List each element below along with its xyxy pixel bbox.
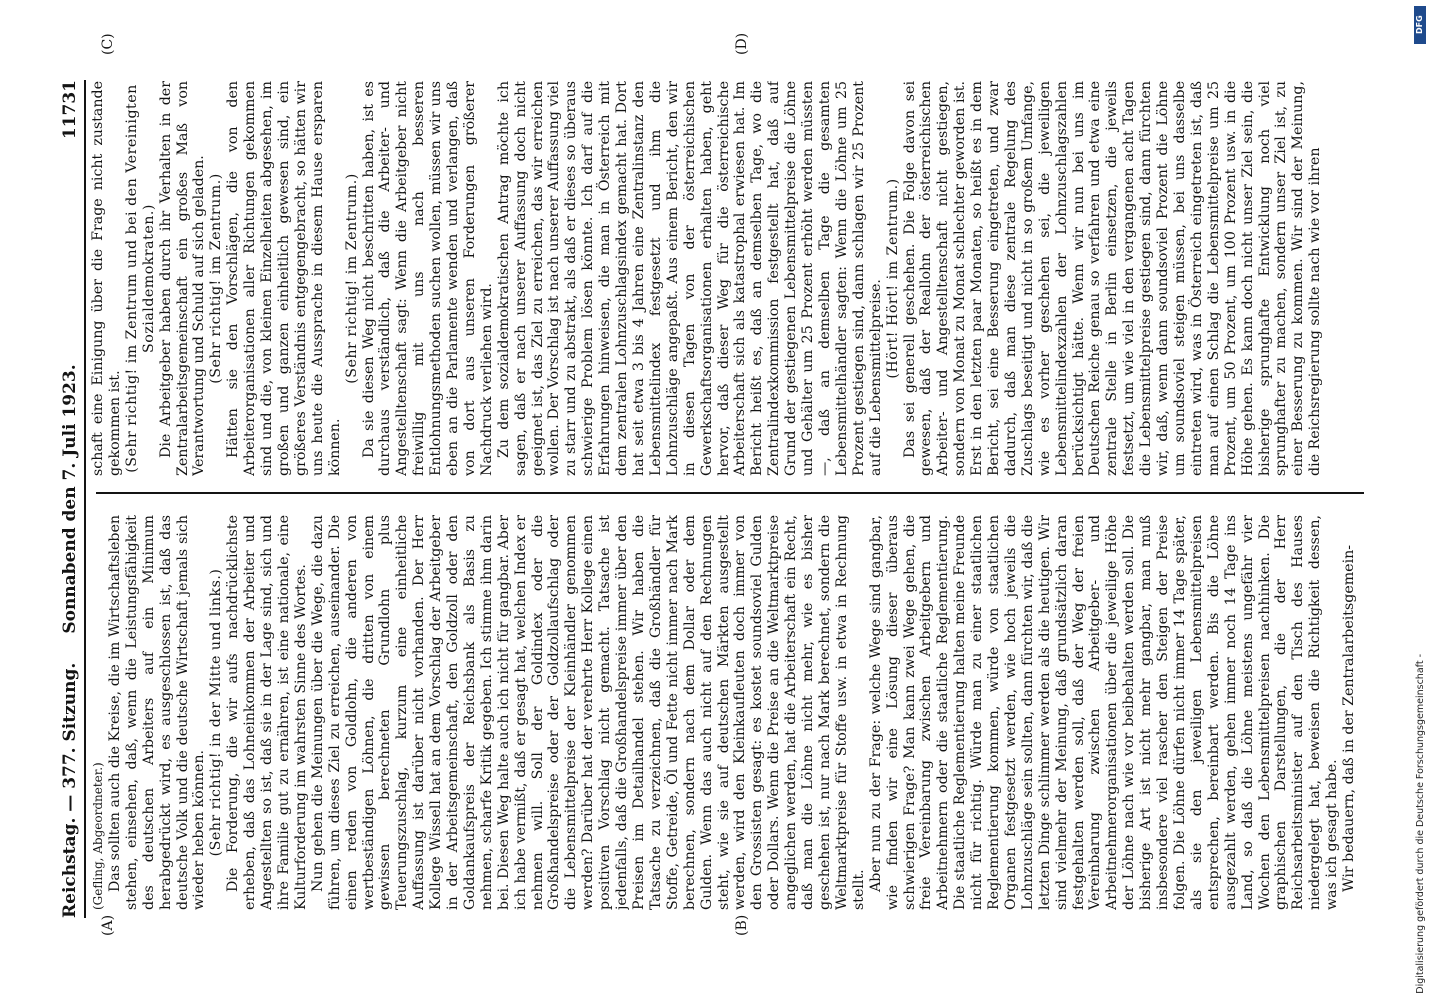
page-header	[56, 80, 86, 918]
paragraph: Das sollten auch die Kreise, die im Wirtschaftsleben stehen, einsehen, daß, wenn die Leistungsfähigkeit des deutschen Arbeiters auf ein Minimum herabgedrückt wird, es ausgeschlossen ist, daß das deutsche Volk und die deutsche Wirtschaft jemals sich wieder heben können.	[106, 515, 208, 910]
margin-letter-c: (C)	[100, 33, 116, 55]
header-session: Reichstag. — 377. Sitzung.	[60, 662, 80, 918]
speaker-attribution: (Gefling, Abgeordneter.)	[91, 762, 105, 910]
dfg-logo: DFG	[1414, 6, 1426, 44]
interjection: (Sehr richtig! im Zentrum und bei den Vereinigten Sozialdemokraten.)	[123, 84, 157, 473]
paragraph: Nun gehen die Meinungen über die Wege, die dazu führen, um dieses Ziel zu erreichen, auseinander. Die einen reden von Goldlohn, die anderen von wertbeständigen Löhnen, die dritten von einem gewissen berechneten Grundlohn plus Teuerungszuschlag, kurzum eine einheitliche Auffassung ist darüber nicht vorhanden. Der Herr Kollege Wissell hat an dem Vorschlag der Arbeitgeber in der Arbeitsgemeinschaft, den Goldzoll oder den Goldankaufspreis der Reichsbank als Basis zu nehmen, scharfe Kritik gegeben. Ich stimme ihm darin bei. Diesen Weg halte auch ich nicht für gangbar. Aber ich habe vermißt, daß er gesagt hat, welchen Index er nehmen will. Soll der Goldindex oder die Großhandelspreise oder der Goldzollaufschlag oder die Lebensmittelpreise der Kleinhändler genommen werden? Darüber hat der verehrte Herr Kollege einen positiven Vorschlag nicht gemacht. Tatsache ist jedenfalls, daß die Großhandelspreise immer über den Preisen im Detailhandel stehen. Wir haben die Tatsache zu verzeichnen, daß die Großhändler für Stoffe, Getreide, Öl und Fette nicht immer nach Mark berechnen, sondern nach dem Dollar oder dem Gulden. Wenn das auch nicht auf den Rechnungen steht, wie sie auf deutschen Märkten ausgestellt werden, wird den Kleinkaufleuten doch immer von den Grossisten gesagt: es kostet soundsoviel Gulden oder Dollars. Wenn die Preise an die Weltmarktpreise angeglichen werden, hat die Arbeiterschaft ein Recht, daß man die Löhne nicht mehr, wie es bisher geschehen ist, nur nach Mark berechnet, sondern die Weltmarktpreise für Stoffe usw. in etwa in Rechnung stellt.	[309, 515, 867, 910]
left-column	[90, 515, 1366, 910]
right-column	[90, 81, 1366, 476]
footer-text: Digitalisierung gefördert durch die Deutsche Forschungsgemeinschaft -	[1415, 654, 1426, 994]
margin-letter-d: (D)	[734, 32, 750, 55]
paragraph: Wir bedauern, daß in der Zentralarbeitsgemein-	[1341, 544, 1358, 892]
paragraph: Da sie diesen Weg nicht beschritten haben, ist es durchaus verständlich, daß die Arbeiter- und Angestelltenschaft sagt: Wenn die Arbeitgeber nicht freiwillig mit uns nach besseren Entlohnungsmethoden suchen wollen, müssen wir uns eben an die Parlamente wenden und verlangen, daß von dort aus unseren Forderungen größerer Nachdruck verliehen wird.	[360, 81, 495, 476]
paragraph: Zu dem sozialdemokratischen Antrag möchte ich sagen, daß er nach unserer Auffassung doch nicht geeignet ist, das Ziel zu erreichen, das wir erreichen wollen. Der Vorschlag ist nach unserer Auffassung viel zu starr und zu abstrakt, als daß er dieses so überaus schwierige Problem lösen könnte. Ich darf auf die Erfahrungen hinweisen, die man in Österreich mit dem zentralen Lohnzuschlagsindex gemacht hat. Dort hat seit etwa 3 bis 4 Jahren eine Zentralinstanz den Lebensmittelindex festgesetzt und ihm die Lohnzuschläge angepaßt. Aus einem Bericht, den wir in diesen Tagen von der österreichischen Gewerkschaftsorganisationen erhalten haben, geht hervor, daß dieser Weg für die österreichische Arbeiterschaft sich als katastrophal erwiesen hat. Im Bericht heißt es, daß an demselben Tage, wo die Zentralindexkommission festgestellt hat, daß auf Grund der gestiegenen Lebensmittelpreise die Löhne und Gehälter um 25 Prozent erhöht werden müssten —, daß an demselben Tage die gesamten Lebensmittelhändler sagten: Wenn die Löhne um 25 Prozent gestiegen sind, dann schlagen wir 25 Prozent auf die Lebensmittelpreise.	[495, 81, 884, 476]
interjection: (Sehr richtig! im Zentrum.)	[208, 173, 225, 384]
interjection: (Sehr richtig! im Zentrum.)	[343, 173, 360, 384]
margin-letter-a: (A)	[100, 914, 116, 936]
paragraph: Die Arbeitgeber haben durch ihr Verhalten in der Zentralarbeitsgemeinschaft ein großes Maß von Verantwortung und Schuld auf sich geladen.	[157, 81, 208, 476]
digitization-footer	[1414, 6, 1426, 994]
paragraph: Hätten sie den Vorschlägen, die von den Arbeiterorganisationen aller Richtungen gekommen sind und die, von kleinen Einzelheiten abgesehen, im großen und ganzen einheitlich gewesen sind, ein größeres Verständnis entgegengebracht, so hätten wir uns heute die Aussprache in diesem Hause ersparen können.	[225, 81, 343, 476]
column-divider	[96, 493, 1364, 495]
margin-letter-b: (B)	[734, 914, 750, 936]
interjection: (Hört! Hört! im Zentrum.)	[884, 178, 901, 379]
interjection: (Sehr richtig! in der Mitte und links.)	[208, 568, 225, 857]
paragraph: Das sei generell geschehen. Die Folge davon sei gewesen, daß der Reallohn der österreichischen Arbeiter- und Angestelltenschaft nicht gestiegen, sondern von Monat zu Monat schlechter geworden ist. Erst in den letzten paar Monaten, so heißt es in dem Bericht, sei eine Besserung eingetreten, und zwar dadurch, daß man diese zentrale Regelung des Zuschlags beseitigt und nicht in so großem Umfange, wie es vorher geschehen sei, die jeweiligen Lebensmittelindexzahlen der Lohnzuschlagszahlen berücksichtigt hätte. Wenn wir nun bei uns im Deutschen Reiche genau so verfahren und etwa eine zentrale Stelle in Berlin einsetzen, die jeweils festsetzt, um wie viel in den vergangenen acht Tagen die Lebensmittelpreise gestiegen sind, dann fürchten wir, daß, wenn dann soundsoviel Prozent die Löhne um soundsoviel steigen müssen, bei uns dasselbe eintreten wird, was in Österreich eingetreten ist, daß man auf einen Schlag die Lebensmittelpreise um 25 Prozent, um 50 Prozent, um 100 Prozent usw. in die Höhe gehen. Es kann doch nicht unser Ziel sein, die bisherige sprunghafte Entwicklung noch viel sprunghafter zu machen, sondern unser Ziel ist, zu einer Besserung zu kommen. Wir sind der Meinung, die Reichsregierung sollte nach wie vor ihren	[901, 81, 1324, 476]
paragraph: Aber nun zu der Frage: welche Wege sind gangbar, wie finden wir eine Lösung dieser überaus schwierigen Frage? Man kann zwei Wege gehen, die freie Vereinbarung zwischen Arbeitgebern und Arbeitnehmern oder die staatliche Reglementierung. Die staatliche Reglementierung halten meine Freunde nicht für richtig. Würde man zu einer staatlichen Reglementierung kommen, würde von staatlichen Organen festgesetzt werden, wie hoch jeweils die Lohnzuschläge sein sollten, dann fürchten wir, daß die letzten Dinge schlimmer werden als die heutigen. Wir sind vielmehr der Meinung, daß grundsätzlich daran festgehalten werden soll, daß der Weg der freien Vereinbarung zwischen Arbeitgeber- und Arbeitnehmerorganisationen über die jeweilige Höhe der Löhne nach wie vor beibehalten werden soll. Die bisherige Art ist nicht mehr gangbar, man muß insbesondere viel rascher den Steigen der Preise folgen. Die Löhne dürfen nicht immer 14 Tage später, als sie den jeweiligen Lebensmittelpreisen entsprechen, bereinbart werden. Bis die Löhne ausgezahlt werden, gehen immer noch 14 Tage ins Land, so daß die Löhne meistens ungefähr vier Wochen den Lebensmittelpreisen nachhinken. Die graphischen Darstellungen, die der Herr Reichsarbeitsminister auf den Tisch des Hauses niedergelegt hat, beweisen die Richtigkeit dessen, was ich gesagt habe.	[867, 515, 1341, 910]
header-date: Sonnabend den 7. Juli 1923.	[60, 364, 80, 634]
page-number: 11731	[60, 80, 80, 140]
paragraph: schaft eine Einigung über die Frage nicht zustande gekommen ist.	[90, 81, 123, 476]
paragraph: Die Forderung, die wir aufs nachdrücklichste erheben, daß das Lohneinkommen der Arbeiter und Angestellten so ist, daß sie in der Lage sind, sich und ihre Familie gut zu ernähren, ist eine nationale, eine Kulturforderung im wahrsten Sinne des Wortes.	[225, 515, 309, 910]
